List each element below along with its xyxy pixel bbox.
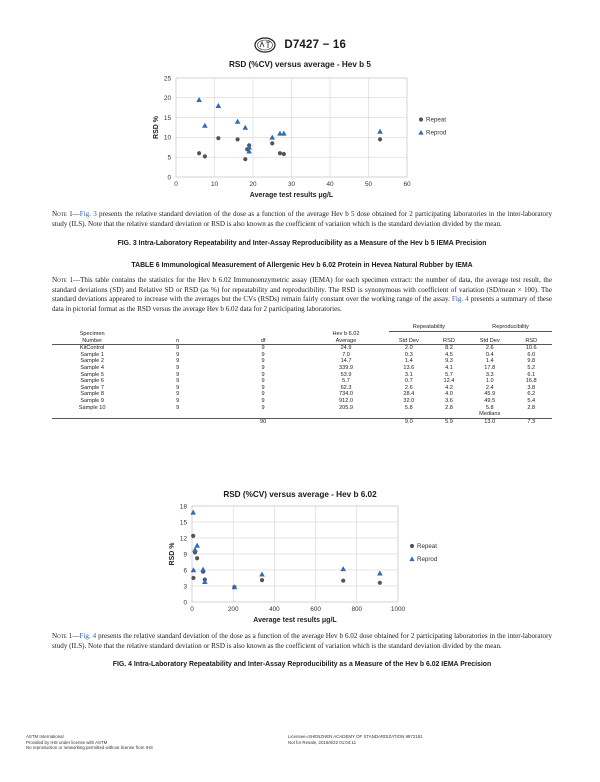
repeat-point xyxy=(243,157,247,161)
y-tick-label: 15 xyxy=(163,114,171,122)
cell-average: 339.9 xyxy=(339,365,353,372)
col-specimen-header: Specimen xyxy=(79,331,105,338)
cell-reprod-sd: 45.9 xyxy=(484,391,496,398)
designation: D7427 − 16 xyxy=(284,38,347,51)
col-reprod-sd-header: Std Dev xyxy=(469,338,510,345)
reprod-point xyxy=(243,125,249,130)
summary-df: 90 xyxy=(223,418,303,425)
cell-repeat-sd: 32.0 xyxy=(403,398,415,405)
repeat-point xyxy=(278,151,282,155)
cell-average: 912.0 xyxy=(339,398,353,405)
col-reprod-rsd-header: RSD xyxy=(510,338,552,345)
figure-4-link[interactable]: Fig. 4 xyxy=(451,295,469,304)
table-row xyxy=(52,405,552,412)
cell-repeat-rsd: 12.4 xyxy=(443,378,455,385)
cell-reprod-rsd: 6.0 xyxy=(527,351,536,358)
table-6-note: Note 1—This table contains the statistics for the Hev b 6.02 Immunoenzymetric assay (IEMA) for each specimen extract: the number of data, the average test result, the standard deviations (SD) and Relative SD or RSD (as %) for repeatability and reproducibility. The RSD is synonymous with coefficient of variation (SD/mean × 100). The standard deviations appeared to increase with the averages but the CVs (RSDs) remain fairly constant over the working range of the assay. Fig. 4 presents a summary of these data in pictorial format as the RSD versus the average Hev b 6.02 data for 2 participating laboratories. xyxy=(52,276,552,313)
repeat-point xyxy=(216,136,220,140)
cell-n: 9 xyxy=(176,358,180,365)
footer-left-line: No reproduction or networking permitted without license from IHS xyxy=(26,745,153,751)
reproducibility-group-header: Reproducibility xyxy=(469,324,552,331)
cell-reprod-rsd: 6.2 xyxy=(527,391,536,398)
legend-label: Reprod xyxy=(417,556,438,564)
cell-average: 5.7 xyxy=(342,378,350,385)
cell-repeat-rsd: 4.2 xyxy=(445,384,453,391)
repeat-point xyxy=(203,154,207,158)
cell-repeat-rsd: 9.3 xyxy=(445,358,453,365)
reprod-point xyxy=(235,119,241,124)
legend-label: Repeat xyxy=(417,543,437,551)
repeat-point xyxy=(191,576,195,580)
table-row xyxy=(52,365,552,372)
x-tick-label: 10 xyxy=(210,181,219,188)
x-tick-label: 50 xyxy=(364,181,373,188)
medians-label: Medians xyxy=(479,411,501,418)
cell-specimen: Sample 7 xyxy=(80,384,104,391)
cell-repeat-sd: 3.1 xyxy=(404,371,413,378)
legend-label: Reprod xyxy=(426,129,447,137)
repeat-point xyxy=(236,137,240,141)
cell-average: 14.7 xyxy=(340,358,352,365)
y-tick-label: 15 xyxy=(179,519,187,527)
cell-repeat-sd: 28.4 xyxy=(403,391,415,398)
cell-average: 62.3 xyxy=(340,384,352,391)
x-tick-label: 0 xyxy=(190,606,194,613)
cell-df: 9 xyxy=(261,358,265,365)
y-tick-label: 10 xyxy=(163,134,171,142)
reprod-point xyxy=(377,570,383,575)
reprod-point xyxy=(281,131,287,136)
cell-df: 9 xyxy=(261,384,265,391)
table-row xyxy=(52,345,552,352)
x-tick-label: 40 xyxy=(326,181,334,188)
legend-repeat-marker xyxy=(419,117,423,121)
cell-average: 24.9 xyxy=(340,345,352,352)
col-df-header: df xyxy=(223,338,303,345)
repeat-point xyxy=(378,581,382,585)
cell-average: 205.9 xyxy=(339,404,353,411)
reprod-point xyxy=(216,103,222,108)
chart-hev-b-5 xyxy=(0,70,600,204)
x-axis-label: Average test results μg/L xyxy=(249,192,334,199)
cell-average: 734.0 xyxy=(339,391,353,398)
x-tick-label: 1000 xyxy=(390,606,406,613)
cell-reprod-rsd: 9.8 xyxy=(527,358,536,365)
cell-specimen: KitControl xyxy=(79,345,105,352)
x-tick-label: 60 xyxy=(403,181,411,188)
y-tick-label: 25 xyxy=(163,75,171,83)
y-tick-label: 3 xyxy=(183,583,187,591)
cell-repeat-rsd: 4.1 xyxy=(445,365,453,372)
chart-2-title: RSD (%CV) versus average - Hev b 6.02 xyxy=(223,490,377,499)
y-tick-label: 0 xyxy=(167,174,171,182)
cell-reprod-sd: 1.4 xyxy=(485,358,494,365)
cell-repeat-sd: 2.0 xyxy=(404,345,413,352)
reprod-point xyxy=(377,129,383,134)
x-axis-label: Average test results μg/L xyxy=(253,617,337,624)
repeat-point xyxy=(197,151,201,155)
cell-repeat-sd: 2.6 xyxy=(404,384,413,391)
cell-df: 9 xyxy=(261,351,265,358)
cell-df: 9 xyxy=(261,398,265,405)
reprod-point xyxy=(194,543,200,548)
footer-left-line: ASTM International xyxy=(26,734,64,739)
reprod-point xyxy=(340,566,346,571)
cell-reprod-rsd: 5.4 xyxy=(527,398,536,405)
cell-average: 7.0 xyxy=(342,351,350,358)
cell-n: 9 xyxy=(176,404,180,411)
table-row xyxy=(52,398,552,405)
page-header xyxy=(0,36,600,54)
repeat-point xyxy=(341,579,345,583)
figure-4-note-link[interactable]: Fig. 4 xyxy=(79,632,97,640)
summary-reprod-sd: 13.0 xyxy=(469,418,510,425)
summary-repeat-sd: 9.0 xyxy=(389,418,429,425)
summary-repeat-rsd: 5.9 xyxy=(429,418,469,425)
table-6-title: TABLE 6 Immunological Measurement of Allergenic Hev b 6.02 Protein in Hevea Natural Rubber by IEMA xyxy=(131,262,473,269)
cell-repeat-sd: 0.7 xyxy=(404,378,413,385)
cell-df: 9 xyxy=(261,378,265,385)
col-repeat-rsd-header: RSD xyxy=(429,338,469,345)
reprod-point xyxy=(269,135,275,140)
cell-reprod-sd: 2.6 xyxy=(485,345,494,352)
cell-repeat-sd: 0.3 xyxy=(404,351,413,358)
cell-specimen: Sample 6 xyxy=(80,378,104,385)
table-row xyxy=(52,352,552,359)
table-row xyxy=(52,378,552,385)
cell-reprod-sd: 3.3 xyxy=(485,371,494,378)
x-tick-label: 20 xyxy=(249,181,257,188)
cell-n: 9 xyxy=(176,398,180,405)
cell-repeat-sd: 1.4 xyxy=(404,358,413,365)
reprod-point xyxy=(190,510,196,515)
y-tick-label: 5 xyxy=(167,154,171,162)
col-average-header: Hev b 6.02 xyxy=(332,331,360,338)
cell-reprod-sd: 1.0 xyxy=(485,378,494,385)
table-row xyxy=(52,358,552,365)
legend-repeat-marker xyxy=(410,544,414,548)
cell-reprod-sd: 2.4 xyxy=(485,384,494,391)
cell-repeat-rsd: 5.7 xyxy=(445,371,453,378)
repeat-point xyxy=(191,534,195,538)
repeat-point xyxy=(270,141,274,145)
cell-specimen: Sample 1 xyxy=(80,351,104,358)
legend-reprod-marker xyxy=(418,130,423,135)
cell-n: 9 xyxy=(176,351,180,358)
footer-right xyxy=(288,734,423,745)
reprod-point xyxy=(202,123,208,128)
reprod-point xyxy=(259,571,265,576)
cell-reprod-rsd: 5.2 xyxy=(527,365,536,372)
reprod-point xyxy=(200,567,206,572)
x-tick-label: 0 xyxy=(174,181,178,188)
cell-n: 9 xyxy=(176,391,180,398)
figure-3-link[interactable]: Fig. 3 xyxy=(79,210,97,218)
x-tick-label: 600 xyxy=(310,606,321,613)
repeat-point xyxy=(260,578,264,582)
figure-3-caption: FIG. 3 Intra-Laboratory Repeatability and Inter-Assay Reproducibility as a Measure of the Hev b 5 IEMA Precision xyxy=(117,240,487,247)
y-tick-label: 20 xyxy=(163,95,171,103)
x-tick-label: 800 xyxy=(351,606,363,613)
col-repeat-sd-header: Std Dev xyxy=(389,338,429,345)
cell-n: 9 xyxy=(176,371,180,378)
cell-n: 9 xyxy=(176,378,180,385)
figure-4-caption: FIG. 4 Intra-Laboratory Repeatability and Inter-Assay Reproducibility as a Measure of the Hev b 6.02 IEMA Precision xyxy=(112,661,492,668)
cell-reprod-rsd: 10.6 xyxy=(525,345,537,352)
cell-reprod-rsd: 16.8 xyxy=(525,378,537,385)
repeat-point xyxy=(282,152,286,156)
cell-repeat-rsd: 3.6 xyxy=(445,398,453,405)
cell-repeat-rsd: 8.2 xyxy=(445,345,453,352)
legend-reprod-marker xyxy=(409,556,414,561)
chart-hev-b-6-02 xyxy=(0,500,600,626)
cell-average: 53.9 xyxy=(340,371,352,378)
table-row xyxy=(52,391,552,398)
footer-right-line: Not for Resale, 2016/8/22 01:04:11 xyxy=(288,739,357,745)
figure-3-note: Note 1—Fig. 3 presents the relative standard deviation of the dose as a function of the average Hev b 5 dose obtained for 2 participating laboratories in the inter-laboratory study (ILS). Note that the relative standard deviation or RSD is also known as the coefficient of variation which is the standard deviation divided by the mean. xyxy=(52,210,552,228)
y-axis-label: RSD % xyxy=(169,542,176,566)
cell-reprod-sd: 49.5 xyxy=(484,398,496,405)
cell-reprod-rsd: 6.1 xyxy=(527,371,536,378)
y-tick-label: 6 xyxy=(183,567,187,575)
footer-left-line: Provided by IHS under license with ASTM xyxy=(26,739,108,745)
cell-specimen: Sample 2 xyxy=(80,358,104,365)
footer-right-line: Licensee=SHENZHEN ACADEMY OF STANDARDIZATION 9972181 xyxy=(288,734,423,739)
summary-reprod-rsd: 7.3 xyxy=(510,418,552,425)
cell-specimen: Sample 5 xyxy=(80,371,104,378)
cell-df: 9 xyxy=(261,365,265,372)
cell-specimen: Sample 8 xyxy=(80,391,104,398)
y-tick-label: 12 xyxy=(179,535,187,543)
astm-logo-icon xyxy=(254,37,276,53)
reprod-point xyxy=(191,567,197,572)
y-axis-label: RSD % xyxy=(153,116,160,139)
repeat-point xyxy=(378,137,382,141)
cell-repeat-rsd: 2.8 xyxy=(445,404,453,411)
x-tick-label: 400 xyxy=(269,606,280,613)
table-row xyxy=(52,385,552,392)
cell-reprod-sd: 5.8 xyxy=(485,404,494,411)
cell-df: 9 xyxy=(261,391,265,398)
y-tick-label: 9 xyxy=(183,551,187,559)
col-n-header: n xyxy=(132,338,223,345)
cell-repeat-sd: 5.8 xyxy=(404,404,413,411)
cell-n: 9 xyxy=(176,345,180,352)
cell-reprod-sd: 17.8 xyxy=(484,365,496,372)
cell-df: 9 xyxy=(261,371,265,378)
cell-reprod-rsd: 3.8 xyxy=(527,384,536,391)
cell-specimen: Sample 9 xyxy=(80,398,104,405)
repeat-point xyxy=(195,556,199,560)
x-tick-label: 200 xyxy=(227,606,239,613)
cell-df: 9 xyxy=(261,345,265,352)
cell-df: 9 xyxy=(261,404,265,411)
cell-n: 9 xyxy=(176,365,180,372)
cell-repeat-sd: 13.6 xyxy=(403,365,415,372)
cell-n: 9 xyxy=(176,384,180,391)
x-tick-label: 30 xyxy=(287,181,296,188)
cell-reprod-sd: 0.4 xyxy=(485,351,494,358)
footer-left xyxy=(26,734,153,751)
cell-repeat-rsd: 4.0 xyxy=(445,391,453,398)
legend-label: Repeat xyxy=(426,116,446,124)
y-tick-label: 0 xyxy=(183,599,187,607)
cell-specimen: Sample 4 xyxy=(80,365,104,372)
repeatability-group-header: Repeatability xyxy=(389,324,469,331)
table-6: Repeatability Reproducibility Specimen Hev b 6.02 Number n df Average Std Dev RSD Std Dev RSD KitControl 9 9 24.9 2.0 8.2 2.6 10.6 Sample 1 9 9 7.0 0.3 4.5 0.4 6.0 Sample 2 9 9 14.7 1.4 9.3 1.4 9.8 Sample 4 9 9 339.9 13.6 4.1 17.8 5.2 Sample 5 9 9 53.9 3.1 5.7 3.3 6.1 Sample 6 9 9 5.7 0.7 12.4 1.0 16.8 Sample 7 9 9 62.3 2.6 4.2 2.4 3.8 Sample 8 9 9 734.0 28.4 4.0 45.9 6.2 Sample 9 9 9 912.0 32.0 3.6 49.5 5.4 Sample 10 9 9 205.9 5.8 2.8 5.8 2.8 Medians 90 9.0 5.9 13.0 7.3 xyxy=(52,324,552,425)
cell-reprod-rsd: 2.8 xyxy=(527,404,536,411)
table-row xyxy=(52,372,552,379)
y-tick-label: 18 xyxy=(179,503,187,511)
cell-specimen: Sample 10 xyxy=(78,404,106,411)
chart-1-title: RSD (%CV) versus average - Hev b 5 xyxy=(229,60,371,69)
cell-repeat-rsd: 4.5 xyxy=(445,351,453,358)
figure-4-note: Note 1—Fig. 4 presents the relative standard deviation of the dose as a function of the average Hev b 6.02 dose obtained for 2 participating laboratories in the inter-laboratory study (ILS). Note that the relative standard deviation or RSD is also known as the coefficient of variation which is the standard deviation divided by the mean. xyxy=(52,632,552,650)
